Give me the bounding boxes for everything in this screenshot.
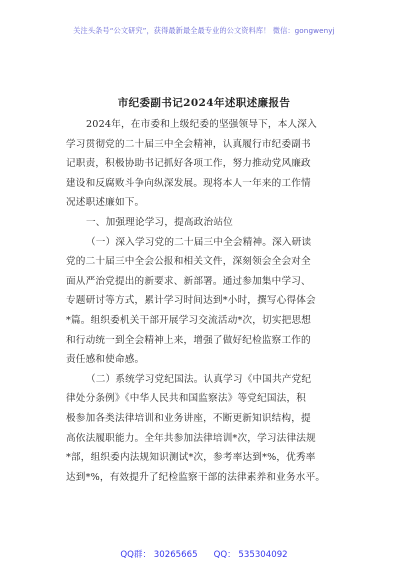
document-body — [66, 115, 348, 487]
paragraph-line: 面从严治党提出的新要求、新部署。通过参加集中学习、 — [66, 275, 311, 287]
paragraph-line: 党的二十届三中全会公报和相关文件，深刻领会全会对全 — [66, 256, 311, 268]
paragraph-line: 2024年，在市委和上级纪委的坚强领导下，本人深入 — [86, 119, 317, 130]
paragraph-line: *篇。组织委机关干部开展学习交流活动*次，切实把思想 — [66, 314, 312, 326]
document-title: 市纪委副书记2024年述职述廉报告 — [117, 97, 291, 109]
paragraph-line: 高依法履职能力。全年共参加法律培训*次，学习法律法规 — [66, 432, 316, 444]
qq-number-text: QQ： 535304092 — [213, 550, 288, 560]
paragraph-line: （一）深入学习党的二十届三中全会精神。深入研读 — [86, 236, 312, 248]
paragraph-line: 达到*%，有效提升了纪检监察干部的法律素养和业务水平。 — [66, 471, 326, 483]
paragraph-line: *部，组织委内法规知识测试*次，参考率达到*%，优秀率 — [66, 452, 316, 464]
paragraph-line: 况述职述廉如下。 — [66, 197, 145, 209]
paragraph-line: 记职责，积极协助书记抓好各项工作，努力推动党风廉政 — [66, 158, 311, 170]
paragraph-line: 律处分条例》《中华人民共和国监察法》等党纪国法，积 — [66, 393, 307, 405]
paragraph-line: 学习贯彻党的二十届三中全会精神，认真履行市纪委副书 — [66, 138, 311, 150]
qq-group-text: QQ群： 30265665 — [120, 550, 198, 560]
paragraph-line: 极参加各类法律培训和业务讲座，不断更新知识结构，提 — [66, 412, 311, 424]
paragraph-line: 和行动统一到全会精神上来，增强了做好纪检监察工作的 — [66, 334, 311, 346]
header-promo-banner: 关注头条号“公文研究”，获得最新最全最专业的公文资料库！ 微信：gongwenyj — [73, 26, 335, 35]
paragraph-line: 建设和反腐败斗争向纵深发展。现将本人一年来的工作情 — [66, 177, 311, 189]
paragraph-line: （二）系统学习党纪国法。认真学习《中国共产党纪 — [86, 373, 312, 385]
footer-contact — [0, 548, 408, 560]
section-heading: 一、加强理论学习，提高政治站位 — [86, 216, 233, 228]
paragraph-line: 责任感和使命感。 — [66, 354, 145, 366]
paragraph-line: 专题研讨等方式，累计学习时间达到*小时，撰写心得体会 — [66, 295, 316, 307]
